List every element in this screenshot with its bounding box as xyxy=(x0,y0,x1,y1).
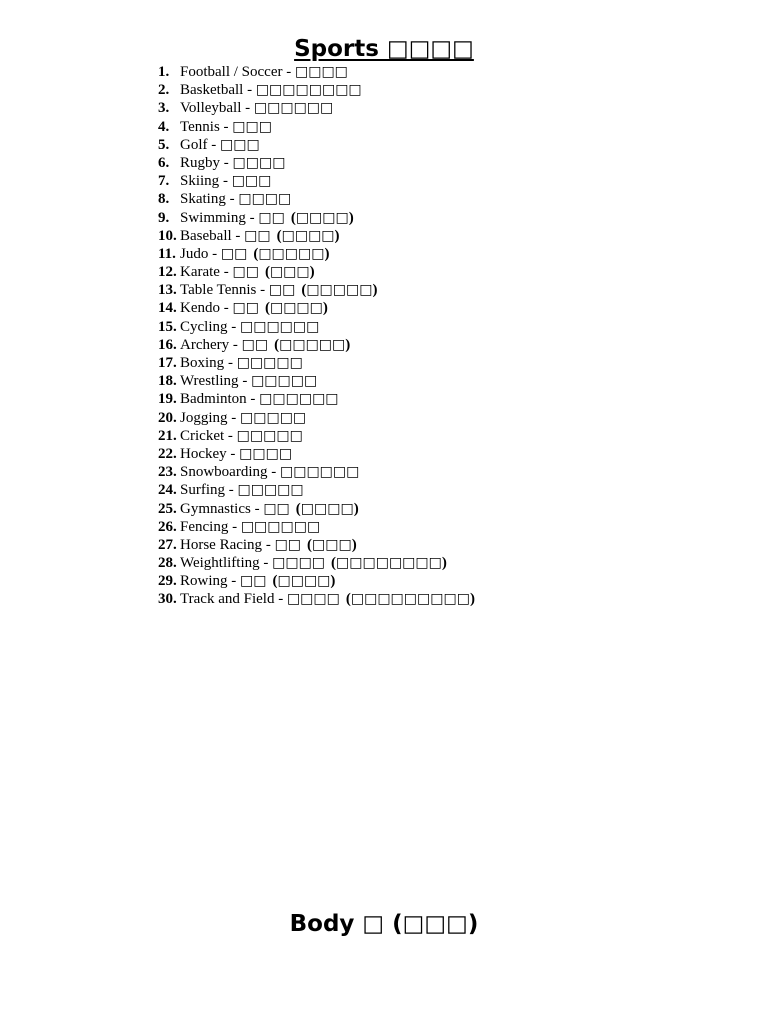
item-english: Baseball xyxy=(180,227,232,244)
list-item: 30. Track and Field - □□□□ (□□□□□□□□□) xyxy=(158,591,475,608)
list-item: 4. Tennis - □□□ xyxy=(158,118,272,135)
item-reading: (□□□) xyxy=(264,264,315,281)
item-reading-text: □□□□□□□□ xyxy=(336,555,442,572)
item-english: Archery xyxy=(180,336,230,353)
item-reading-text: □□□ xyxy=(269,264,310,281)
item-number: 29. xyxy=(158,573,177,590)
item-japanese: □□□□□□ xyxy=(280,464,360,481)
item-japanese: □□□□ xyxy=(239,445,293,462)
item-japanese: □□ xyxy=(241,336,269,353)
list-item: 23. Snowboarding - □□□□□□ xyxy=(158,464,360,481)
item-number: 9. xyxy=(158,209,170,226)
list-item: 10. Baseball - □□ (□□□□) xyxy=(158,227,340,244)
list-item: 22. Hockey - □□□□ xyxy=(158,445,293,462)
item-japanese: □□□□□□□□ xyxy=(255,82,362,99)
list-item: 15. Cycling - □□□□□□ xyxy=(158,318,320,335)
item-number: 13. xyxy=(158,282,177,299)
item-number: 24. xyxy=(158,482,177,499)
item-number: 1. xyxy=(158,64,170,80)
item-number: 21. xyxy=(158,427,177,444)
item-reading: (□□□□) xyxy=(276,227,340,244)
list-item: 21. Cricket - □□□□□ xyxy=(158,427,303,444)
item-english: Football / Soccer xyxy=(180,64,283,80)
item-number: 28. xyxy=(158,555,177,572)
item-reading-text: □□□□□ xyxy=(258,245,325,262)
item-reading-text: □□□ xyxy=(312,536,352,553)
item-reading-text: □□□□ xyxy=(281,227,335,244)
item-english: Skating xyxy=(180,191,226,208)
item-japanese: □□ xyxy=(240,573,267,590)
item-reading-text: □□□□ xyxy=(269,300,323,317)
item-english: Wrestling xyxy=(180,373,239,390)
item-number: 12. xyxy=(158,264,177,281)
item-english: Snowboarding xyxy=(180,464,268,481)
item-english: Rowing xyxy=(180,573,228,590)
item-reading: (□□□□) xyxy=(295,500,359,517)
item-japanese: □□ xyxy=(220,245,248,262)
item-japanese: □□□□ xyxy=(272,555,326,572)
list-item: 12. Karate - □□ (□□□) xyxy=(158,264,315,281)
item-number: 4. xyxy=(158,118,170,135)
item-number: 20. xyxy=(158,409,177,426)
list-item: 8. Skating - □□□□ xyxy=(158,191,292,208)
list-item: 27. Horse Racing - □□ (□□□) xyxy=(158,536,357,553)
item-number: 26. xyxy=(158,518,177,535)
item-japanese: □□□□□□ xyxy=(253,100,334,117)
item-english: Gymnastics xyxy=(180,500,251,517)
item-number: 19. xyxy=(158,391,177,408)
item-english: Badminton xyxy=(180,391,247,408)
list-item: 28. Weightlifting - □□□□ (□□□□□□□□) xyxy=(158,555,447,572)
item-reading: (□□□□□□□□) xyxy=(331,555,447,572)
list-item: 25. Gymnastics - □□ (□□□□) xyxy=(158,500,359,517)
list-item: 19. Badminton - □□□□□□ xyxy=(158,391,339,408)
item-reading-text: □□□□□ xyxy=(279,336,346,353)
list-item: 1. Football / Soccer - □□□□ xyxy=(158,64,348,80)
item-number: 25. xyxy=(158,500,177,517)
item-english: Table Tennis xyxy=(180,282,257,299)
item-english: Track and Field xyxy=(180,591,275,608)
item-english: Cycling xyxy=(180,318,228,335)
item-reading-text: □□□□□ xyxy=(306,282,373,299)
item-english: Skiing xyxy=(180,173,220,190)
item-reading-text: □□□□ xyxy=(277,573,331,590)
item-number: 18. xyxy=(158,373,177,390)
item-reading: (□□□□□) xyxy=(274,336,351,353)
item-number: 22. xyxy=(158,445,177,462)
item-number: 8. xyxy=(158,191,170,208)
item-english: Swimming xyxy=(180,209,246,226)
item-japanese: □□ xyxy=(232,300,259,317)
item-number: 16. xyxy=(158,336,177,353)
item-number: 5. xyxy=(158,136,170,153)
item-reading-text: □□□□ xyxy=(300,500,354,517)
list-item: 13. Table Tennis - □□ (□□□□□) xyxy=(158,282,378,299)
item-number: 15. xyxy=(158,318,177,335)
item-english: Boxing xyxy=(180,355,225,371)
list-item: 24. Surfing - □□□□□ xyxy=(158,482,304,499)
list-item: 29. Rowing - □□ (□□□□) xyxy=(158,573,336,590)
item-japanese: □□ xyxy=(244,227,271,244)
item-japanese: □□□□ xyxy=(294,64,348,80)
item-japanese: □□□□ xyxy=(238,191,292,208)
list-item: 7. Skiing - □□□ xyxy=(158,173,272,190)
item-english: Karate xyxy=(180,264,220,281)
item-japanese: □□□□□ xyxy=(237,482,304,499)
list-item: 11. Judo - □□ (□□□□□) xyxy=(158,245,330,262)
item-japanese: □□□ xyxy=(232,118,272,135)
list-item: 6. Rugby - □□□□ xyxy=(158,154,286,171)
item-reading: (□□□) xyxy=(307,536,357,553)
item-number: 11. xyxy=(158,245,176,262)
item-reading-text: □□□□ xyxy=(295,209,349,226)
item-english: Horse Racing xyxy=(180,536,263,553)
item-english: Fencing xyxy=(180,518,229,535)
item-japanese: □□ xyxy=(268,282,296,299)
item-japanese: □□□□□ xyxy=(236,427,303,444)
item-english: Weightlifting xyxy=(180,555,260,572)
item-english: Tennis xyxy=(180,118,220,135)
item-number: 27. xyxy=(158,536,177,553)
item-english: Judo xyxy=(180,245,209,262)
list-item: 18. Wrestling - □□□□□ xyxy=(158,373,318,390)
item-english: Rugby xyxy=(180,154,221,171)
item-number: 10. xyxy=(158,227,177,244)
item-reading: (□□□□) xyxy=(264,300,328,317)
item-japanese: □□□□□ xyxy=(240,409,307,426)
item-english: Jogging xyxy=(180,409,228,426)
item-reading: (□□□□□□□□□) xyxy=(345,591,475,608)
item-japanese: □□□□ xyxy=(286,591,340,608)
item-japanese: □□ xyxy=(274,536,302,553)
item-english: Basketball xyxy=(180,82,244,99)
item-japanese: □□□□□ xyxy=(251,373,318,390)
item-japanese: □□□ xyxy=(231,173,272,190)
item-reading: (□□□□) xyxy=(272,573,336,590)
item-japanese: □□ xyxy=(232,264,259,281)
item-number: 17. xyxy=(158,355,177,371)
list-item: 20. Jogging - □□□□□ xyxy=(158,409,307,426)
item-reading: (□□□□□) xyxy=(301,282,378,299)
sports-vocabulary-list xyxy=(158,63,475,609)
item-number: 6. xyxy=(158,154,170,171)
item-japanese: □□□□ xyxy=(232,154,286,171)
item-english: Cricket xyxy=(180,427,225,444)
item-number: 14. xyxy=(158,300,177,317)
item-number: 3. xyxy=(158,100,170,117)
item-japanese: □□ xyxy=(263,500,290,517)
item-japanese: □□ xyxy=(258,209,285,226)
section-heading-body: Body □ (□□□) xyxy=(289,911,479,937)
item-japanese: □□□□□□ xyxy=(259,391,339,408)
item-english: Kendo xyxy=(180,300,220,317)
item-number: 30. xyxy=(158,591,177,608)
item-number: 23. xyxy=(158,464,177,481)
item-number: 2. xyxy=(158,82,170,99)
page-title: Sports □□□□ xyxy=(294,36,474,62)
list-item: 9. Swimming - □□ (□□□□) xyxy=(158,209,354,226)
list-item: 16. Archery - □□ (□□□□□) xyxy=(158,336,351,353)
item-reading: (□□□□) xyxy=(290,209,354,226)
list-item: 3. Volleyball - □□□□□□ xyxy=(158,100,334,117)
item-english: Surfing xyxy=(180,482,225,499)
item-english: Golf xyxy=(180,136,208,153)
list-item: 2. Basketball - □□□□□□□□ xyxy=(158,82,362,99)
list-item: 5. Golf - □□□ xyxy=(158,136,260,153)
item-reading-text: □□□□□□□□□ xyxy=(350,591,470,608)
list-item: 17. Boxing - □□□□□ xyxy=(158,355,303,371)
item-japanese: □□□□□□ xyxy=(240,318,320,335)
item-japanese: □□□□□ xyxy=(236,355,303,371)
item-english: Volleyball xyxy=(180,100,242,117)
item-reading: (□□□□□) xyxy=(253,245,330,262)
item-number: 7. xyxy=(158,173,170,190)
item-japanese: □□□□□□ xyxy=(240,518,321,535)
item-english: Hockey xyxy=(180,445,227,462)
item-japanese: □□□ xyxy=(220,136,260,153)
list-item: 26. Fencing - □□□□□□ xyxy=(158,518,321,535)
list-item: 14. Kendo - □□ (□□□□) xyxy=(158,300,328,317)
